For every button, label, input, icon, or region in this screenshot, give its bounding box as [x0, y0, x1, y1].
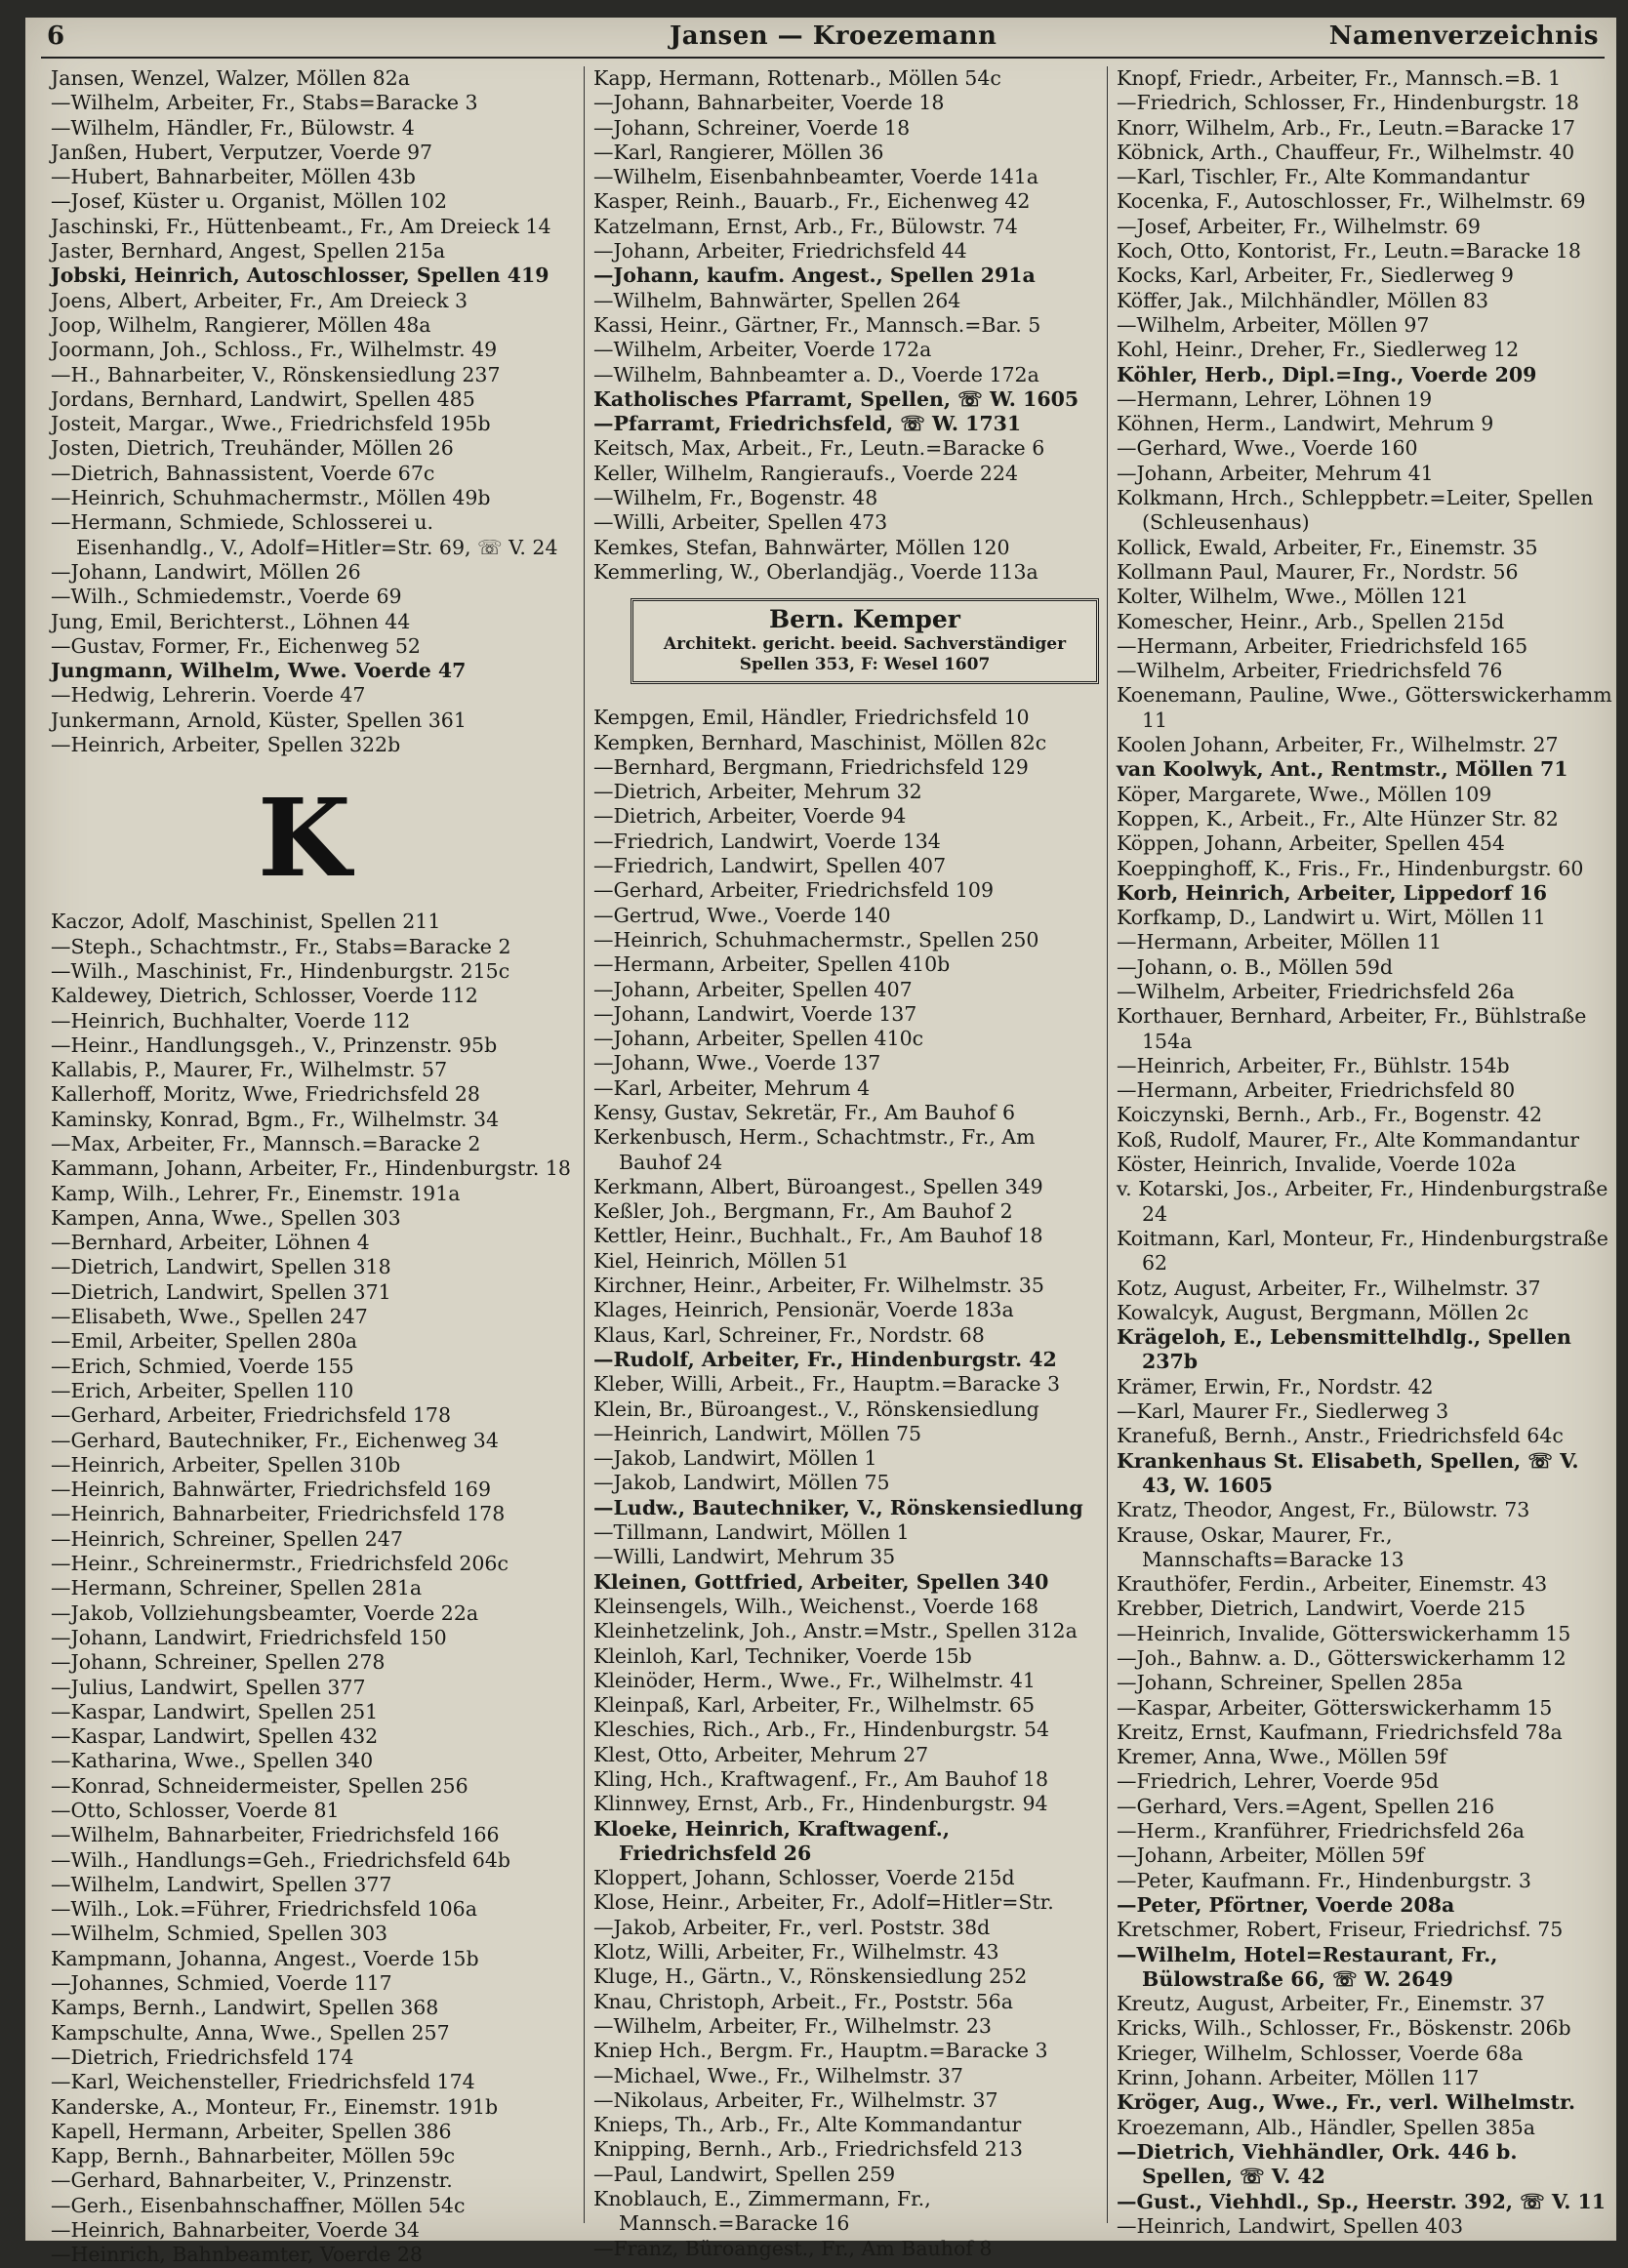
- directory-entry: Kroezemann, Alb., Händler, Spellen 385a: [1117, 2115, 1535, 2139]
- directory-entry: Jordans, Bernhard, Landwirt, Spellen 485: [51, 386, 475, 411]
- directory-entry: —Karl, Maurer Fr., Siedlerweg 3: [1117, 1399, 1449, 1424]
- directory-entry: Komescher, Heinr., Arb., Spellen 215d: [1117, 609, 1505, 633]
- directory-entry: —Ludw., Bautechniker, V., Rönskensiedlung: [593, 1495, 1083, 1519]
- directory-entry: Kampen, Anna, Wwe., Spellen 303: [51, 1205, 401, 1230]
- directory-entry: Köster, Heinrich, Invalide, Voerde 102a: [1117, 1153, 1517, 1177]
- directory-entry: Kensy, Gustav, Sekretär, Fr., Am Bauhof 6: [593, 1100, 1016, 1124]
- directory-entry: Kohl, Heinr., Dreher, Fr., Siedlerweg 12: [1117, 338, 1520, 362]
- directory-entry: —Wilhelm, Landwirt, Spellen 377: [51, 1872, 392, 1896]
- directory-entry: —Johann, Wwe., Voerde 137: [593, 1051, 881, 1075]
- directory-entry: Kleinsengels, Wilh., Weichenst., Voerde 168: [593, 1594, 1039, 1618]
- column-left: [51, 66, 578, 2267]
- directory-entry: —Konrad, Schneidermeister, Spellen 256: [51, 1773, 468, 1798]
- directory-entry: Krause, Oskar, Maurer, Fr., Mannschafts=Baracke 13: [1117, 1522, 1404, 1571]
- ad-description: Architekt. gericht. beeid. Sachverständiger: [663, 634, 1067, 655]
- directory-entry: —Johannes, Schmied, Voerde 117: [51, 1971, 392, 1996]
- section-title: Namenverzeichnis: [1328, 21, 1599, 51]
- directory-entry: —Karl, Tischler, Fr., Alte Kommandantur: [1117, 165, 1529, 189]
- directory-entry: Joens, Albert, Arbeiter, Fr., Am Dreieck 3: [51, 288, 468, 312]
- directory-entry: —Hermann, Schmiede, Schlosserei u. Eisenhandlg., V., Adolf=Hitler=Str. 69, ☏ V. 24: [51, 510, 558, 559]
- directory-entry: Kerkenbusch, Herm., Schachtmstr., Fr., Am Bauhof 24: [593, 1125, 1036, 1174]
- directory-entry: —Friedrich, Schlosser, Fr., Hindenburgstr. 18: [1117, 91, 1579, 115]
- directory-entry: —Johann, o. B., Möllen 59d: [1117, 954, 1394, 979]
- directory-entry: —Heinrich, Bahnarbeiter, Friedrichsfeld 178: [51, 1502, 506, 1526]
- directory-entry: —Otto, Schlosser, Voerde 81: [51, 1799, 340, 1822]
- directory-entry: —Wilhelm, Arbeiter, Voerde 172a: [593, 338, 932, 362]
- directory-entry: Kleinhetzelink, Joh., Anstr.=Mstr., Spellen 312a: [593, 1619, 1078, 1643]
- directory-entry: Kollmann Paul, Maurer, Fr., Nordstr. 56: [1117, 559, 1519, 584]
- header-divider: [41, 57, 1605, 59]
- directory-entry: —Dietrich, Bahnassistent, Voerde 67c: [51, 461, 435, 485]
- directory-entry: Klinnwey, Ernst, Arb., Fr., Hindenburgstr. 94: [593, 1792, 1048, 1816]
- directory-entry: —Gerhard, Vers.=Agent, Spellen 216: [1117, 1794, 1495, 1818]
- directory-entry: —Kaspar, Landwirt, Spellen 432: [51, 1724, 379, 1749]
- directory-entry: —Friedrich, Landwirt, Voerde 134: [593, 829, 941, 853]
- directory-entry: —Steph., Schachtmstr., Fr., Stabs=Baracke 2: [51, 934, 511, 958]
- directory-entry: Kleber, Willi, Arbeit., Fr., Hauptm.=Baracke 3: [593, 1372, 1061, 1397]
- ad-contact: Spellen 353, F: Wesel 1607: [739, 655, 991, 675]
- directory-entry: Kapp, Hermann, Rottenarb., Möllen 54c: [593, 66, 1001, 90]
- directory-entry: —Jakob, Vollziehungsbeamter, Voerde 22a: [51, 1600, 479, 1625]
- directory-entry: Kapp, Bernh., Bahnarbeiter, Möllen 59c: [51, 2144, 456, 2168]
- directory-entry: —Johann, Landwirt, Friedrichsfeld 150: [51, 1625, 447, 1649]
- directory-entry: —Wilhelm, Schmied, Spellen 303: [51, 1922, 388, 1946]
- directory-entry: —Hermann, Schreiner, Spellen 281a: [51, 1576, 423, 1600]
- directory-entry: Kniep Hch., Bergm. Fr., Hauptm.=Baracke 3: [593, 2039, 1048, 2063]
- directory-entry: Kiel, Heinrich, Möllen 51: [593, 1248, 849, 1273]
- directory-entry: —Wilhelm, Arbeiter, Friedrichsfeld 76: [1117, 659, 1503, 683]
- directory-entry: Kricks, Wilh., Schlosser, Fr., Böskenstr. 206b: [1117, 2016, 1571, 2041]
- directory-entry: —Kaspar, Arbeiter, Götterswickerhamm 15: [1117, 1695, 1553, 1720]
- directory-entry: —Dietrich, Landwirt, Spellen 371: [51, 1279, 391, 1304]
- directory-entry: Kaczor, Adolf, Maschinist, Spellen 211: [51, 910, 441, 934]
- directory-entry: Kluge, H., Gärtn., V., Rönskensiedlung 252: [593, 1964, 1028, 1989]
- directory-entry: Krankenhaus St. Elisabeth, Spellen, ☏ V. 43, W. 1605: [1117, 1448, 1579, 1497]
- directory-entry: —Heinrich, Buchhalter, Voerde 112: [51, 1008, 411, 1033]
- entry-list: [593, 706, 1109, 2261]
- directory-entry: Klages, Heinrich, Pensionär, Voerde 183a: [593, 1298, 1014, 1322]
- directory-entry: Knopf, Friedr., Arbeiter, Fr., Mannsch.=B. 1: [1117, 66, 1562, 90]
- directory-entry: Kempgen, Emil, Händler, Friedrichsfeld 10: [593, 706, 1030, 730]
- page-number: 6: [47, 21, 65, 51]
- directory-entry: Kallabis, P., Maurer, Fr., Wilhelmstr. 57: [51, 1058, 448, 1082]
- directory-entry: Jobski, Heinrich, Autoschlosser, Spellen 419: [51, 263, 549, 288]
- ad-company-name: Bern. Kemper: [769, 605, 960, 634]
- directory-entry: —Heinrich, Bahnwärter, Friedrichsfeld 169: [51, 1478, 491, 1502]
- directory-entry: Kolkmann, Hrch., Schleppbetr.=Leiter, Spellen (Schleusenhaus): [1117, 486, 1594, 535]
- directory-entry: —Heinrich, Arbeiter, Fr., Bühlstr. 154b: [1117, 1053, 1510, 1077]
- directory-entry: —Erich, Schmied, Voerde 155: [51, 1354, 354, 1378]
- directory-entry: —Paul, Landwirt, Spellen 259: [593, 2162, 896, 2186]
- directory-entry: —Heinrich, Bahnbeamter, Voerde 28: [51, 2243, 423, 2267]
- directory-entry: Krieger, Wilhelm, Schlosser, Voerde 68a: [1117, 2041, 1524, 2065]
- directory-entry: —Joh., Bahnw. a. D., Götterswickerhamm 12: [1117, 1646, 1567, 1670]
- directory-entry: Keßler, Joh., Bergmann, Fr., Am Bauhof 2: [593, 1199, 1013, 1224]
- column-divider: [584, 66, 585, 2223]
- directory-entry: Kemkes, Stefan, Bahnwärter, Möllen 120: [593, 535, 1010, 559]
- directory-entry: —Hubert, Bahnarbeiter, Möllen 43b: [51, 165, 416, 189]
- directory-entry: —Heinrich, Schuhmachermstr., Möllen 49b: [51, 486, 491, 510]
- directory-entry: Keller, Wilhelm, Rangieraufs., Voerde 224: [593, 461, 1019, 485]
- directory-entry: —Emil, Arbeiter, Spellen 280a: [51, 1329, 358, 1354]
- name-range-heading: Jansen — Kroezemann: [670, 21, 997, 51]
- directory-entry: v. Kotarski, Jos., Arbeiter, Fr., Hindenburgstraße 24: [1117, 1177, 1608, 1226]
- entry-list: [51, 66, 578, 757]
- directory-entry: —Heinrich, Schuhmachermstr., Spellen 250: [593, 927, 1039, 952]
- directory-entry: —Hermann, Lehrer, Löhnen 19: [1117, 386, 1433, 411]
- directory-entry: —Willi, Landwirt, Mehrum 35: [593, 1545, 896, 1569]
- directory-entry: Josteit, Margar., Wwe., Friedrichsfeld 195b: [51, 412, 491, 436]
- directory-entry: Klein, Br., Büroangest., V., Rönskensiedlung: [593, 1397, 1039, 1421]
- directory-entry: Kowalcyk, August, Bergmann, Möllen 2c: [1117, 1300, 1529, 1324]
- directory-entry: Koß, Rudolf, Maurer, Fr., Alte Kommandantur: [1117, 1127, 1580, 1152]
- directory-entry: Koeppinghoff, K., Fris., Fr., Hindenburgstr. 60: [1117, 856, 1584, 880]
- directory-entry: Krinn, Johann. Arbeiter, Möllen 117: [1117, 2066, 1480, 2090]
- directory-entry: Kremer, Anna, Wwe., Möllen 59f: [1117, 1745, 1447, 1769]
- directory-entry: —Wilhelm, Arbeiter, Fr., Wilhelmstr. 23: [593, 2013, 992, 2038]
- directory-entry: —Wilh., Maschinist, Fr., Hindenburgstr. 215c: [51, 958, 510, 983]
- directory-entry: Knorr, Wilhelm, Arb., Fr., Leutn.=Baracke 17: [1117, 115, 1576, 140]
- directory-entry: Köhler, Herb., Dipl.=Ing., Voerde 209: [1117, 362, 1537, 386]
- directory-entry: —Gust., Viehhdl., Sp., Heerstr. 392, ☏ V. 11: [1117, 2189, 1607, 2213]
- directory-entry: —Hermann, Arbeiter, Friedrichsfeld 165: [1117, 633, 1528, 658]
- directory-entry: Knoblauch, E., Zimmermann, Fr., Mannsch.=Baracke 16: [593, 2187, 931, 2236]
- directory-entry: Jaster, Bernhard, Angest, Spellen 215a: [51, 239, 446, 263]
- directory-entry: —Jakob, Landwirt, Möllen 75: [593, 1471, 890, 1495]
- directory-entry: Koenemann, Pauline, Wwe., Götterswickerhamm 11: [1117, 683, 1612, 732]
- directory-entry: —Hedwig, Lehrerin. Voerde 47: [51, 683, 366, 708]
- directory-entry: —Wilhelm, Arbeiter, Fr., Stabs=Baracke 3: [51, 91, 478, 115]
- directory-entry: Korb, Heinrich, Arbeiter, Lippedorf 16: [1117, 880, 1547, 905]
- directory-entry: —Max, Arbeiter, Fr., Mannsch.=Baracke 2: [51, 1131, 481, 1155]
- directory-entry: Kemmerling, W., Oberlandjäg., Voerde 113a: [593, 559, 1038, 584]
- directory-entry: Krebber, Dietrich, Landwirt, Voerde 215: [1117, 1597, 1526, 1621]
- directory-entry: Janßen, Hubert, Verputzer, Voerde 97: [51, 140, 433, 164]
- directory-entry: Joormann, Joh., Schloss., Fr., Wilhelmstr. 49: [51, 338, 498, 362]
- directory-entry: —Dietrich, Arbeiter, Mehrum 32: [593, 780, 922, 804]
- directory-entry: Kammann, Johann, Arbeiter, Fr., Hindenburgstr. 18: [51, 1156, 571, 1181]
- directory-entry: —Wilhelm, Bahnarbeiter, Friedrichsfeld 166: [51, 1823, 500, 1847]
- directory-entry: —Gerhard, Wwe., Voerde 160: [1117, 436, 1418, 461]
- directory-entry: —Johann, Arbeiter, Friedrichsfeld 44: [593, 239, 967, 263]
- entry-list: [51, 910, 578, 2267]
- directory-entry: Joop, Wilhelm, Rangierer, Möllen 48a: [51, 312, 431, 337]
- directory-entry: Josten, Dietrich, Treuhänder, Möllen 26: [51, 436, 454, 461]
- directory-entry: —Gertrud, Wwe., Voerde 140: [593, 903, 891, 927]
- directory-entry: —Hermann, Arbeiter, Spellen 410b: [593, 952, 951, 977]
- directory-entry: Kirchner, Heinr., Arbeiter, Fr. Wilhelmstr. 35: [593, 1274, 1044, 1298]
- directory-entry: Köbnick, Arth., Chauffeur, Fr., Wilhelmstr. 40: [1117, 140, 1575, 164]
- directory-entry: Korfkamp, D., Landwirt u. Wirt, Möllen 11: [1117, 906, 1546, 930]
- directory-entry: Kampmann, Johanna, Angest., Voerde 15b: [51, 1946, 479, 1970]
- directory-entry: —Heinrich, Schreiner, Spellen 247: [51, 1526, 403, 1551]
- directory-entry: —Johann, Schreiner, Spellen 278: [51, 1650, 386, 1675]
- directory-entry: —Johann, Schreiner, Spellen 285a: [1117, 1671, 1463, 1695]
- directory-entry: —Gerh., Eisenbahnschaffner, Möllen 54c: [51, 2193, 466, 2217]
- directory-entry: Koitmann, Karl, Monteur, Fr., Hindenburgstraße 62: [1117, 1226, 1608, 1276]
- directory-entry: Klest, Otto, Arbeiter, Mehrum 27: [593, 1742, 929, 1766]
- directory-entry: Kassi, Heinr., Gärtner, Fr., Mannsch.=Bar. 5: [593, 312, 1041, 337]
- directory-entry: Kempken, Bernhard, Maschinist, Möllen 82c: [593, 730, 1047, 754]
- directory-entry: Koch, Otto, Kontorist, Fr., Leutn.=Baracke 18: [1117, 239, 1581, 263]
- directory-entry: Kretschmer, Robert, Friseur, Friedrichsf. 75: [1117, 1918, 1564, 1942]
- directory-entry: —Heinrich, Landwirt, Spellen 403: [1117, 2213, 1464, 2238]
- directory-entry: —Heinr., Handlungsgeh., V., Prinzenstr. 95b: [51, 1033, 498, 1057]
- directory-entry: Kolter, Wilhelm, Wwe., Möllen 121: [1117, 585, 1469, 609]
- directory-entry: —Bernhard, Arbeiter, Löhnen 4: [51, 1231, 370, 1255]
- directory-entry: Koppen, K., Arbeit., Fr., Alte Hünzer Str. 82: [1117, 806, 1559, 830]
- directory-entry: —Gustav, Former, Fr., Eichenweg 52: [51, 633, 421, 658]
- directory-entry: Jansen, Wenzel, Walzer, Möllen 82a: [51, 66, 410, 90]
- directory-entry: Krauthöfer, Ferdin., Arbeiter, Einemstr. 43: [1117, 1572, 1548, 1597]
- directory-entry: —Erich, Arbeiter, Spellen 110: [51, 1378, 354, 1402]
- directory-entry: —Heinrich, Invalide, Götterswickerhamm 15: [1117, 1621, 1571, 1645]
- entry-list: [1117, 66, 1612, 2239]
- section-letter-k: K: [258, 775, 351, 902]
- directory-entry: Katzelmann, Ernst, Arb., Fr., Bülowstr. 74: [593, 214, 1018, 238]
- directory-entry: —Wilhelm, Arbeiter, Möllen 97: [1117, 312, 1430, 337]
- directory-entry: Kamp, Wilh., Lehrer, Fr., Einemstr. 191a: [51, 1181, 461, 1205]
- directory-entry: —Katharina, Wwe., Spellen 340: [51, 1749, 374, 1773]
- directory-entry: —Wilh., Lok.=Führer, Friedrichsfeld 106a: [51, 1897, 477, 1922]
- directory-entry: —Gerhard, Arbeiter, Friedrichsfeld 109: [593, 878, 994, 903]
- directory-entry: Kloppert, Johann, Schlosser, Voerde 215d: [593, 1866, 1015, 1890]
- directory-entry: Kleinpaß, Karl, Arbeiter, Fr., Wilhelmstr. 65: [593, 1693, 1036, 1718]
- directory-entry: —Gerhard, Bautechniker, Fr., Eichenweg 34: [51, 1428, 499, 1452]
- directory-entry: Köffer, Jak., Milchhändler, Möllen 83: [1117, 288, 1488, 312]
- directory-entry: —Johann, kaufm. Angest., Spellen 291a: [593, 263, 1036, 288]
- directory-entry: Kallerhoff, Moritz, Wwe, Friedrichsfeld 28: [51, 1082, 480, 1107]
- directory-entry: Kranefuß, Bernh., Anstr., Friedrichsfeld 64c: [1117, 1424, 1564, 1448]
- column-right: [1117, 66, 1612, 2238]
- directory-entry: —Johann, Arbeiter, Möllen 59f: [1117, 1843, 1425, 1868]
- directory-entry: —Wilhelm, Arbeiter, Friedrichsfeld 26a: [1117, 979, 1515, 1003]
- directory-entry: Kaminsky, Konrad, Bgm., Fr., Wilhelmstr. 34: [51, 1107, 500, 1131]
- directory-entry: —Wilhelm, Händler, Fr., Bülowstr. 4: [51, 115, 415, 140]
- directory-entry: Kleinen, Gottfried, Arbeiter, Spellen 340: [593, 1569, 1049, 1594]
- directory-entry: Kamps, Bernh., Landwirt, Spellen 368: [51, 1996, 439, 2020]
- directory-entry: Jaschinski, Fr., Hüttenbeamt., Fr., Am Dreieck 14: [51, 214, 551, 238]
- directory-entry: —Peter, Pförtner, Voerde 208a: [1117, 1892, 1455, 1917]
- directory-entry: —Peter, Kaufmann. Fr., Hindenburgstr. 3: [1117, 1868, 1531, 1892]
- directory-entry: —Jakob, Arbeiter, Fr., verl. Poststr. 38d: [593, 1915, 991, 1939]
- directory-entry: —Herm., Kranführer, Friedrichsfeld 26a: [1117, 1819, 1525, 1843]
- directory-entry: Katholisches Pfarramt, Spellen, ☏ W. 1605: [593, 386, 1079, 411]
- directory-entry: —Friedrich, Lehrer, Voerde 95d: [1117, 1769, 1440, 1794]
- directory-entry: —Hermann, Arbeiter, Friedrichsfeld 80: [1117, 1078, 1516, 1103]
- directory-entry: —Franz, Büroangest., Fr., Am Bauhof 8: [593, 2236, 993, 2260]
- directory-entry: Koiczynski, Bernh., Arb., Fr., Bogenstr. 42: [1117, 1103, 1543, 1127]
- directory-entry: Kreutz, August, Arbeiter, Fr., Einemstr. 37: [1117, 1992, 1546, 2016]
- directory-entry: Koolen Johann, Arbeiter, Fr., Wilhelmstr. 27: [1117, 733, 1559, 757]
- directory-entry: Köper, Margarete, Wwe., Möllen 109: [1117, 782, 1492, 806]
- directory-entry: —Michael, Wwe., Fr., Wilhelmstr. 37: [593, 2063, 963, 2087]
- directory-entry: Kröger, Aug., Wwe., Fr., verl. Wilhelmstr.: [1117, 2090, 1575, 2115]
- directory-entry: Kocks, Karl, Arbeiter, Fr., Siedlerweg 9: [1117, 263, 1514, 288]
- directory-entry: Kleinöder, Herm., Wwe., Fr., Wilhelmstr. 41: [593, 1668, 1036, 1692]
- directory-entry: Kapell, Hermann, Arbeiter, Spellen 386: [51, 2119, 452, 2143]
- directory-entry: Köppen, Johann, Arbeiter, Spellen 454: [1117, 831, 1505, 856]
- directory-entry: Klotz, Willi, Arbeiter, Fr., Wilhelmstr. 43: [593, 1940, 999, 1964]
- directory-entry: Kloeke, Heinrich, Kraftwagenf., Friedrichsfeld 26: [593, 1816, 950, 1865]
- directory-entry: —Julius, Landwirt, Spellen 377: [51, 1675, 366, 1699]
- directory-entry: —Johann, Arbeiter, Spellen 410c: [593, 1027, 924, 1051]
- directory-entry: —Wilhelm, Hotel=Restaurant, Fr., Bülowstraße 66, ☏ W. 2649: [1117, 1942, 1498, 1991]
- directory-entry: Kratz, Theodor, Angest, Fr., Bülowstr. 73: [1117, 1498, 1530, 1522]
- directory-entry: —Heinrich, Arbeiter, Spellen 322b: [51, 733, 401, 757]
- directory-entry: Junkermann, Arnold, Küster, Spellen 361: [51, 708, 467, 732]
- directory-entry: Knipping, Bernh., Arb., Friedrichsfeld 213: [593, 2137, 1023, 2162]
- directory-entry: Kocenka, F., Autoschlosser, Fr., Wilhelmstr. 69: [1117, 189, 1586, 214]
- directory-entry: Kling, Hch., Kraftwagenf., Fr., Am Bauhof 18: [593, 1767, 1048, 1791]
- directory-entry: Jungmann, Wilhelm, Wwe. Voerde 47: [51, 659, 467, 683]
- directory-entry: Krämer, Erwin, Fr., Nordstr. 42: [1117, 1374, 1434, 1398]
- directory-entry: Korthauer, Bernhard, Arbeiter, Fr., Bühlstraße 154a: [1117, 1004, 1587, 1053]
- directory-entry: —Tillmann, Landwirt, Möllen 1: [593, 1520, 910, 1545]
- directory-entry: van Koolwyk, Ant., Rentmstr., Möllen 71: [1117, 757, 1568, 782]
- directory-entry: —Karl, Arbeiter, Mehrum 4: [593, 1075, 871, 1100]
- directory-entry: Knieps, Th., Arb., Fr., Alte Kommandantur: [593, 2113, 1022, 2137]
- directory-entry: —Dietrich, Arbeiter, Voerde 94: [593, 804, 907, 829]
- directory-entry: Knau, Christoph, Arbeit., Fr., Poststr. 56a: [593, 1989, 1013, 2013]
- directory-entry: Kleschies, Rich., Arb., Fr., Hindenburgstr. 54: [593, 1718, 1050, 1742]
- directory-entry: —Bernhard, Bergmann, Friedrichsfeld 129: [593, 754, 1029, 779]
- directory-entry: —Heinrich, Landwirt, Möllen 75: [593, 1421, 922, 1445]
- directory-entry: —Heinrich, Arbeiter, Spellen 310b: [51, 1452, 401, 1477]
- directory-entry: Kasper, Reinh., Bauarb., Fr., Eichenweg 42: [593, 189, 1031, 214]
- directory-entry: —Wilhelm, Bahnwärter, Spellen 264: [593, 288, 961, 312]
- directory-entry: —Willi, Arbeiter, Spellen 473: [593, 510, 888, 535]
- directory-entry: —Wilhelm, Eisenbahnbeamter, Voerde 141a: [593, 165, 1038, 189]
- directory-entry: —H., Bahnarbeiter, V., Rönskensiedlung 237: [51, 362, 501, 386]
- directory-entry: Krägeloh, E., Lebensmittelhdlg., Spellen 237b: [1117, 1325, 1571, 1374]
- directory-entry: Kotz, August, Arbeiter, Fr., Wilhelmstr. 37: [1117, 1276, 1541, 1300]
- directory-entry: —Johann, Bahnarbeiter, Voerde 18: [593, 91, 945, 115]
- directory-entry: —Johann, Arbeiter, Mehrum 41: [1117, 461, 1434, 485]
- directory-entry: —Pfarramt, Friedrichsfeld, ☏ W. 1731: [593, 412, 1022, 436]
- directory-entry: Kaldewey, Dietrich, Schlosser, Voerde 112: [51, 984, 478, 1008]
- directory-entry: —Friedrich, Landwirt, Spellen 407: [593, 854, 947, 878]
- directory-entry: —Wilh., Schmiedemstr., Voerde 69: [51, 585, 402, 609]
- directory-entry: —Johann, Schreiner, Voerde 18: [593, 115, 911, 140]
- directory-entry: —Karl, Weichensteller, Friedrichsfeld 174: [51, 2070, 475, 2094]
- directory-entry: —Hermann, Arbeiter, Möllen 11: [1117, 930, 1443, 954]
- directory-entry: —Nikolaus, Arbeiter, Fr., Wilhelmstr. 37: [593, 2087, 998, 2112]
- directory-entry: —Elisabeth, Wwe., Spellen 247: [51, 1305, 368, 1329]
- directory-entry: —Wilh., Handlungs=Geh., Friedrichsfeld 64b: [51, 1847, 511, 1872]
- directory-entry: Kollick, Ewald, Arbeiter, Fr., Einemstr. 35: [1117, 535, 1538, 559]
- directory-page: [25, 18, 1616, 2267]
- directory-entry: —Jakob, Landwirt, Möllen 1: [593, 1446, 877, 1471]
- directory-entry: —Karl, Rangierer, Möllen 36: [593, 140, 884, 164]
- directory-entry: —Dietrich, Friedrichsfeld 174: [51, 2045, 354, 2069]
- directory-entry: Kleinloh, Karl, Techniker, Voerde 15b: [593, 1643, 972, 1668]
- directory-entry: Kampschulte, Anna, Wwe., Spellen 257: [51, 2020, 450, 2045]
- directory-entry: —Heinr., Schreinermstr., Friedrichsfeld 206c: [51, 1552, 509, 1576]
- directory-entry: Klaus, Karl, Schreiner, Fr., Nordstr. 68: [593, 1322, 985, 1347]
- directory-entry: —Johann, Landwirt, Voerde 137: [593, 1001, 917, 1026]
- directory-entry: —Wilhelm, Bahnbeamter a. D., Voerde 172a: [593, 362, 1039, 386]
- directory-entry: —Rudolf, Arbeiter, Fr., Hindenburgstr. 42: [593, 1347, 1057, 1371]
- directory-entry: Kerkmann, Albert, Büroangest., Spellen 349: [593, 1174, 1043, 1198]
- directory-entry: —Gerhard, Arbeiter, Friedrichsfeld 178: [51, 1403, 451, 1428]
- directory-entry: —Gerhard, Bahnarbeiter, V., Prinzenstr.: [51, 2168, 453, 2193]
- directory-entry: Kanderske, A., Monteur, Fr., Einemstr. 191b: [51, 2094, 499, 2119]
- directory-entry: Köhnen, Herm., Landwirt, Mehrum 9: [1117, 412, 1494, 436]
- column-middle: [593, 66, 1109, 2260]
- directory-entry: Kettler, Heinr., Buchhalt., Fr., Am Bauhof 18: [593, 1224, 1043, 1248]
- directory-entry: —Josef, Küster u. Organist, Möllen 102: [51, 189, 448, 214]
- directory-entry: —Josef, Arbeiter, Fr., Wilhelmstr. 69: [1117, 214, 1481, 238]
- directory-entry: —Dietrich, Viehhändler, Ork. 446 b. Spellen, ☏ V. 42: [1117, 2139, 1518, 2189]
- advertisement-box: [631, 598, 1099, 684]
- directory-entry: —Johann, Arbeiter, Spellen 407: [593, 977, 913, 1001]
- directory-entry: Klose, Heinr., Arbeiter, Fr., Adolf=Hitler=Str.: [593, 1890, 1054, 1915]
- directory-entry: Jung, Emil, Berichterst., Löhnen 44: [51, 609, 411, 633]
- directory-entry: Kreitz, Ernst, Kaufmann, Friedrichsfeld 78a: [1117, 1720, 1563, 1744]
- entry-list: [593, 66, 1109, 585]
- directory-entry: —Wilhelm, Fr., Bogenstr. 48: [593, 486, 878, 510]
- directory-entry: —Heinrich, Bahnarbeiter, Voerde 34: [51, 2218, 420, 2243]
- directory-entry: —Kaspar, Landwirt, Spellen 251: [51, 1699, 379, 1723]
- directory-entry: —Johann, Landwirt, Möllen 26: [51, 559, 361, 584]
- directory-entry: —Dietrich, Landwirt, Spellen 318: [51, 1255, 391, 1279]
- directory-entry: Keitsch, Max, Arbeit., Fr., Leutn.=Baracke 6: [593, 436, 1045, 461]
